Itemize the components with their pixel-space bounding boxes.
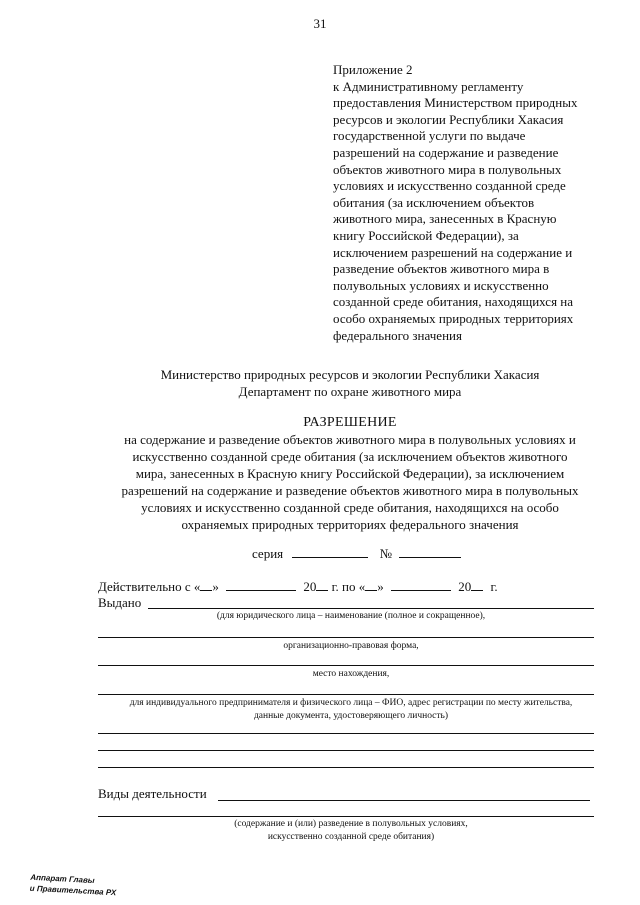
document-subtitle-line: охраняемых природных территориях федерального значения	[181, 517, 519, 532]
appendix-line: исключением разрешений на содержание и	[333, 244, 573, 260]
appendix-line: книгу Российской Федерации), за	[333, 227, 519, 243]
appendix-line: животного мира, занесенных в Красную	[333, 211, 557, 227]
year-suffix: г.	[490, 579, 498, 594]
document-subtitle-line: на содержание и разведение объектов животного мира в полувольных условиях и	[124, 432, 576, 447]
valid-to-month-field[interactable]	[391, 578, 451, 591]
department-name: Департамент по охране животного мира	[238, 384, 462, 399]
appendix-line: объектов животного мира в полувольных	[333, 161, 562, 177]
extra-line-field[interactable]	[98, 767, 594, 768]
validity-row	[98, 578, 498, 595]
valid-from-year-field[interactable]	[316, 578, 328, 591]
series-field[interactable]	[292, 545, 368, 558]
appendix-note	[333, 62, 623, 344]
office-stamp	[29, 872, 117, 898]
ministry-name: Министерство природных ресурсов и экологии Республики Хакасия	[160, 367, 540, 382]
activity-label: Виды деятельности	[98, 786, 207, 801]
valid-from-month-field[interactable]	[226, 578, 296, 591]
quote-close: »	[212, 579, 219, 594]
series-label: серия	[252, 546, 284, 561]
location-field[interactable]	[98, 665, 594, 666]
document-subtitle-line: условиях и искусственно созданной среде обитания, находящихся на особо	[141, 500, 559, 515]
extra-line-field[interactable]	[98, 733, 594, 734]
org-form-field[interactable]	[98, 637, 594, 638]
activity-field[interactable]	[218, 800, 590, 801]
quote-close: »	[377, 579, 384, 594]
document-subtitle-line: искусственно созданной среде обитания (за исключением объектов животного	[132, 449, 568, 464]
year-prefix: 20	[458, 579, 472, 594]
document-heading	[90, 414, 610, 533]
document-subtitle-line: разрешений на содержание и разведение объектов животного мира в полувольных	[121, 483, 579, 498]
number-field[interactable]	[399, 545, 461, 558]
appendix-line: условиях и искусственно созданной среде	[333, 178, 566, 194]
appendix-line: созданной среде обитания, находящихся на	[333, 294, 574, 310]
individual-field[interactable]	[98, 694, 594, 695]
appendix-line: ресурсов и экологии Республики Хакасия	[333, 111, 564, 127]
number-label: №	[379, 546, 393, 561]
activity-extra-field[interactable]	[98, 816, 594, 817]
valid-from-day-field[interactable]	[200, 578, 212, 591]
caption-activity: (содержание и (или) разведение в полувольных условиях,	[234, 819, 468, 829]
issued-label: Выдано	[98, 595, 142, 610]
caption-legal-entity: (для юридического лица – наименование (полное и сокращенное),	[216, 611, 486, 621]
appendix-line: обитания (за исключением объектов	[333, 194, 535, 210]
year-prefix: 20	[303, 579, 317, 594]
valid-from-label: Действительно с «	[98, 579, 201, 594]
appendix-line: разрешений на содержание и разведение	[333, 144, 559, 160]
caption-org-form: организационно-правовая форма,	[283, 641, 419, 651]
caption-location: место нахождения,	[312, 669, 390, 679]
caption-individual: для индивидуального предпринимателя и физического лица – ФИО, адрес регистрации по месту жительства,	[129, 698, 573, 708]
appendix-line: предоставления Министерством природных	[333, 95, 578, 111]
series-number-row	[252, 545, 461, 562]
appendix-line: особо охраняемых природных территориях	[333, 310, 574, 326]
document-title: РАЗРЕШЕНИЕ	[303, 415, 397, 430]
ministry-header	[90, 366, 610, 400]
to-label: г. по «	[331, 579, 366, 594]
appendix-line: федерального значения	[333, 327, 462, 343]
appendix-line: Приложение 2	[333, 62, 413, 77]
caption-activity: искусственно созданной среде обитания)	[267, 832, 435, 842]
appendix-line: государственной услуги по выдаче	[333, 128, 526, 144]
stamp-line: и Правительства РХ	[29, 883, 117, 898]
valid-to-day-field[interactable]	[365, 578, 377, 591]
appendix-line: к Административному регламенту	[333, 78, 524, 94]
stamp-line: Аппарат Главы	[30, 872, 95, 886]
extra-line-field[interactable]	[98, 750, 594, 751]
document-subtitle-line: мира, занесенных в Красную книгу Российской Федерации), за исключением	[135, 466, 565, 481]
page-number: 31	[313, 16, 327, 31]
valid-to-year-field[interactable]	[471, 578, 483, 591]
appendix-line: разведение объектов животного мира в	[333, 261, 550, 277]
caption-id-document: данные документа, удостоверяющего личность)	[253, 711, 449, 721]
issued-to-field[interactable]	[148, 608, 594, 609]
appendix-line: полувольных условиях и искусственно	[333, 277, 549, 293]
